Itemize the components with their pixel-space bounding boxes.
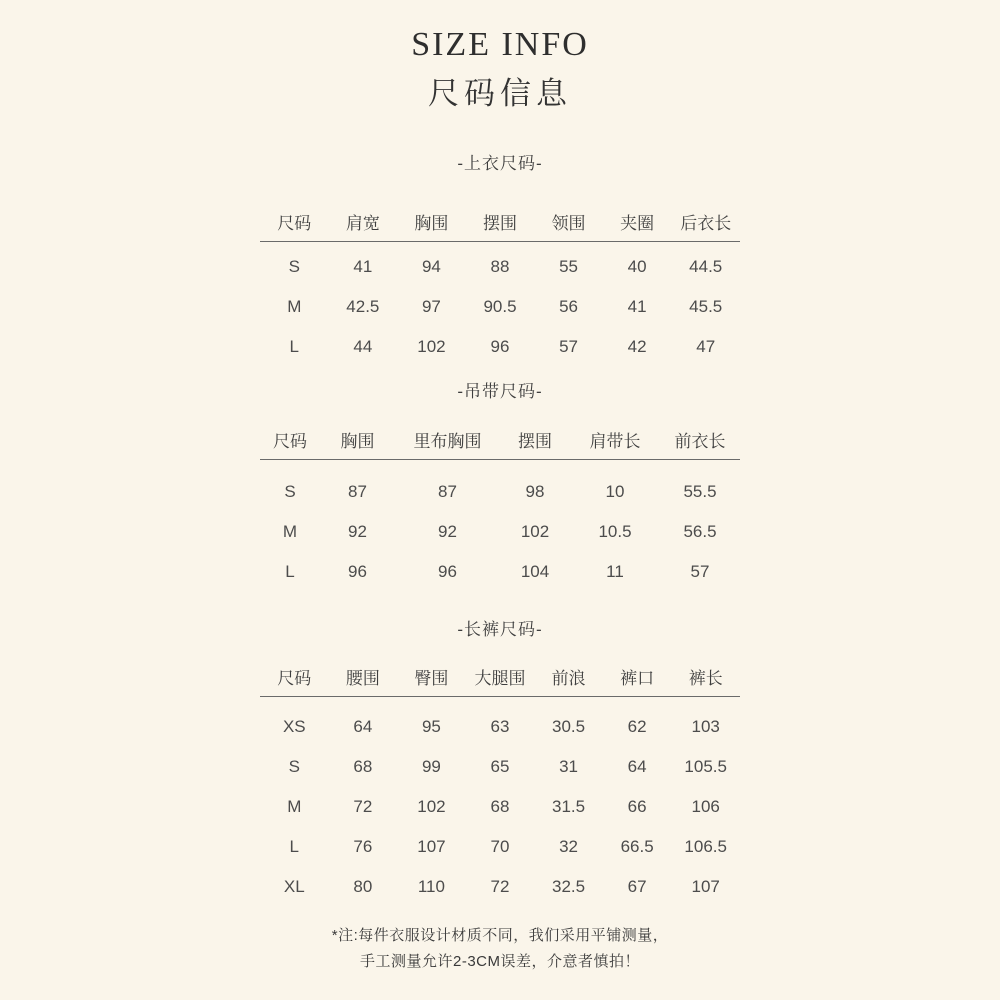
size-cell: 57 bbox=[559, 337, 579, 356]
column-header: 尺码 bbox=[277, 668, 312, 688]
size-cell: 92 bbox=[438, 522, 457, 541]
size-cell: 87 bbox=[348, 482, 367, 501]
size-cell: 56.5 bbox=[683, 522, 717, 541]
column-header: 腰围 bbox=[345, 668, 380, 688]
size-table bbox=[260, 656, 740, 907]
column-header: 臀围 bbox=[414, 668, 449, 688]
size-label: L bbox=[285, 562, 295, 581]
size-tables bbox=[0, 152, 1000, 907]
size-cell: 76 bbox=[353, 837, 373, 856]
size-label: XS bbox=[282, 717, 306, 736]
table-row bbox=[260, 512, 740, 552]
size-label: L bbox=[289, 337, 300, 356]
size-cell: 67 bbox=[627, 877, 647, 896]
size-cell: 11 bbox=[606, 562, 624, 581]
page-title-en: SIZE INFO bbox=[411, 26, 589, 63]
note-line-2: 手工测量允许2-3CM误差，介意者慎拍！ bbox=[359, 953, 640, 970]
size-cell: 72 bbox=[490, 877, 510, 896]
section-title: -上衣尺码- bbox=[457, 154, 543, 173]
page-title-zh: 尺码信息 bbox=[428, 76, 572, 111]
column-header: 肩带长 bbox=[589, 431, 641, 451]
size-cell: 30.5 bbox=[552, 717, 586, 736]
size-cell: 68 bbox=[490, 797, 510, 816]
measurement-note bbox=[0, 923, 1000, 975]
column-header: 肩宽 bbox=[345, 213, 380, 233]
column-header: 大腿围 bbox=[474, 668, 526, 688]
size-cell: 95 bbox=[421, 717, 441, 736]
size-cell: 10 bbox=[605, 482, 625, 501]
table-row bbox=[260, 787, 740, 827]
column-header: 夹圈 bbox=[620, 213, 655, 233]
size-cell: 96 bbox=[348, 562, 367, 581]
table-header-row bbox=[260, 656, 740, 696]
size-cell: 62 bbox=[627, 717, 647, 736]
size-cell: 44.5 bbox=[689, 257, 723, 276]
size-cell: 56 bbox=[559, 297, 579, 316]
size-cell: 10.5 bbox=[598, 522, 632, 541]
size-cell: 99 bbox=[421, 757, 441, 776]
size-cell: 106.5 bbox=[684, 837, 727, 856]
table-row bbox=[260, 707, 740, 747]
column-header: 前浪 bbox=[551, 668, 586, 688]
size-table bbox=[260, 419, 740, 592]
size-cell: 42.5 bbox=[346, 297, 380, 316]
size-cell: 64 bbox=[627, 757, 647, 776]
column-header: 领围 bbox=[551, 213, 586, 233]
size-cell: 106 bbox=[691, 797, 720, 816]
column-header: 裤口 bbox=[620, 668, 655, 688]
size-cell: 94 bbox=[421, 257, 441, 276]
size-cell: 110 bbox=[417, 877, 445, 896]
size-cell: 87 bbox=[438, 482, 457, 501]
size-cell: 70 bbox=[490, 837, 510, 856]
column-header: 胸围 bbox=[340, 431, 375, 451]
table-row bbox=[260, 552, 740, 592]
size-cell: 96 bbox=[490, 337, 510, 356]
size-cell: 55.5 bbox=[683, 482, 717, 501]
size-cell: 64 bbox=[353, 717, 373, 736]
size-label: XL bbox=[283, 877, 305, 896]
size-cell: 105.5 bbox=[684, 757, 727, 776]
size-cell: 102 bbox=[417, 337, 446, 356]
size-cell: 104 bbox=[520, 562, 550, 581]
size-cell: 72 bbox=[353, 797, 373, 816]
size-cell: 96 bbox=[438, 562, 457, 581]
size-cell: 66 bbox=[627, 797, 647, 816]
size-cell: 32.5 bbox=[552, 877, 586, 896]
column-header: 尺码 bbox=[277, 213, 312, 233]
size-cell: 102 bbox=[520, 522, 550, 541]
size-cell: 90.5 bbox=[483, 297, 517, 316]
size-cell: 97 bbox=[421, 297, 441, 316]
column-header: 前衣长 bbox=[674, 431, 726, 451]
column-header: 摆围 bbox=[518, 431, 552, 451]
size-cell: 63 bbox=[490, 717, 510, 736]
size-label: S bbox=[288, 257, 300, 276]
table-row bbox=[260, 287, 740, 327]
size-cell: 45.5 bbox=[689, 297, 723, 316]
size-table bbox=[260, 201, 740, 367]
size-cell: 55 bbox=[559, 257, 579, 276]
size-cell: 107 bbox=[417, 837, 446, 856]
size-label: M bbox=[287, 797, 302, 816]
column-header: 裤长 bbox=[688, 668, 723, 688]
size-cell: 88 bbox=[490, 257, 510, 276]
table-row bbox=[260, 327, 740, 367]
size-label: M bbox=[282, 522, 298, 541]
table-body bbox=[260, 697, 740, 907]
section-title: -吊带尺码- bbox=[457, 382, 543, 401]
size-cell: 31.5 bbox=[552, 797, 586, 816]
table-header-row bbox=[260, 201, 740, 241]
table-row bbox=[260, 867, 740, 907]
size-cell: 57 bbox=[690, 562, 710, 581]
size-cell: 47 bbox=[696, 337, 716, 356]
size-cell: 32 bbox=[559, 837, 579, 856]
section-title: -长裤尺码- bbox=[457, 620, 543, 639]
size-cell: 41 bbox=[627, 297, 647, 316]
size-cell: 68 bbox=[353, 757, 373, 776]
size-label: S bbox=[288, 757, 300, 776]
size-label: L bbox=[289, 837, 300, 856]
column-header: 尺码 bbox=[273, 431, 307, 451]
size-cell: 41 bbox=[353, 257, 373, 276]
size-cell: 42 bbox=[627, 337, 647, 356]
column-header: 胸围 bbox=[414, 213, 449, 233]
table-body bbox=[260, 242, 740, 367]
size-label: S bbox=[284, 482, 296, 501]
table-row bbox=[260, 247, 740, 287]
size-cell: 44 bbox=[353, 337, 373, 356]
table-row bbox=[260, 472, 740, 512]
table-section-1 bbox=[0, 152, 1000, 367]
column-header: 摆围 bbox=[482, 213, 517, 233]
table-header-row bbox=[260, 419, 740, 459]
size-cell: 107 bbox=[691, 877, 720, 896]
size-cell: 92 bbox=[348, 522, 367, 541]
size-cell: 98 bbox=[525, 482, 545, 501]
size-cell: 66.5 bbox=[620, 837, 654, 856]
size-cell: 40 bbox=[627, 257, 647, 276]
size-cell: 31 bbox=[559, 757, 579, 776]
note-line-1: *注:每件衣服设计材质不同，我们采用平铺测量， bbox=[331, 927, 669, 944]
size-cell: 80 bbox=[353, 877, 373, 896]
table-body bbox=[260, 460, 740, 592]
size-cell: 102 bbox=[417, 797, 446, 816]
table-section-3 bbox=[0, 618, 1000, 907]
table-row bbox=[260, 827, 740, 867]
column-header: 后衣长 bbox=[680, 213, 732, 233]
size-cell: 65 bbox=[490, 757, 510, 776]
table-section-2 bbox=[0, 380, 1000, 592]
column-header: 里布胸围 bbox=[413, 431, 482, 451]
size-label: M bbox=[287, 297, 302, 316]
size-cell: 103 bbox=[691, 717, 720, 736]
table-row bbox=[260, 747, 740, 787]
